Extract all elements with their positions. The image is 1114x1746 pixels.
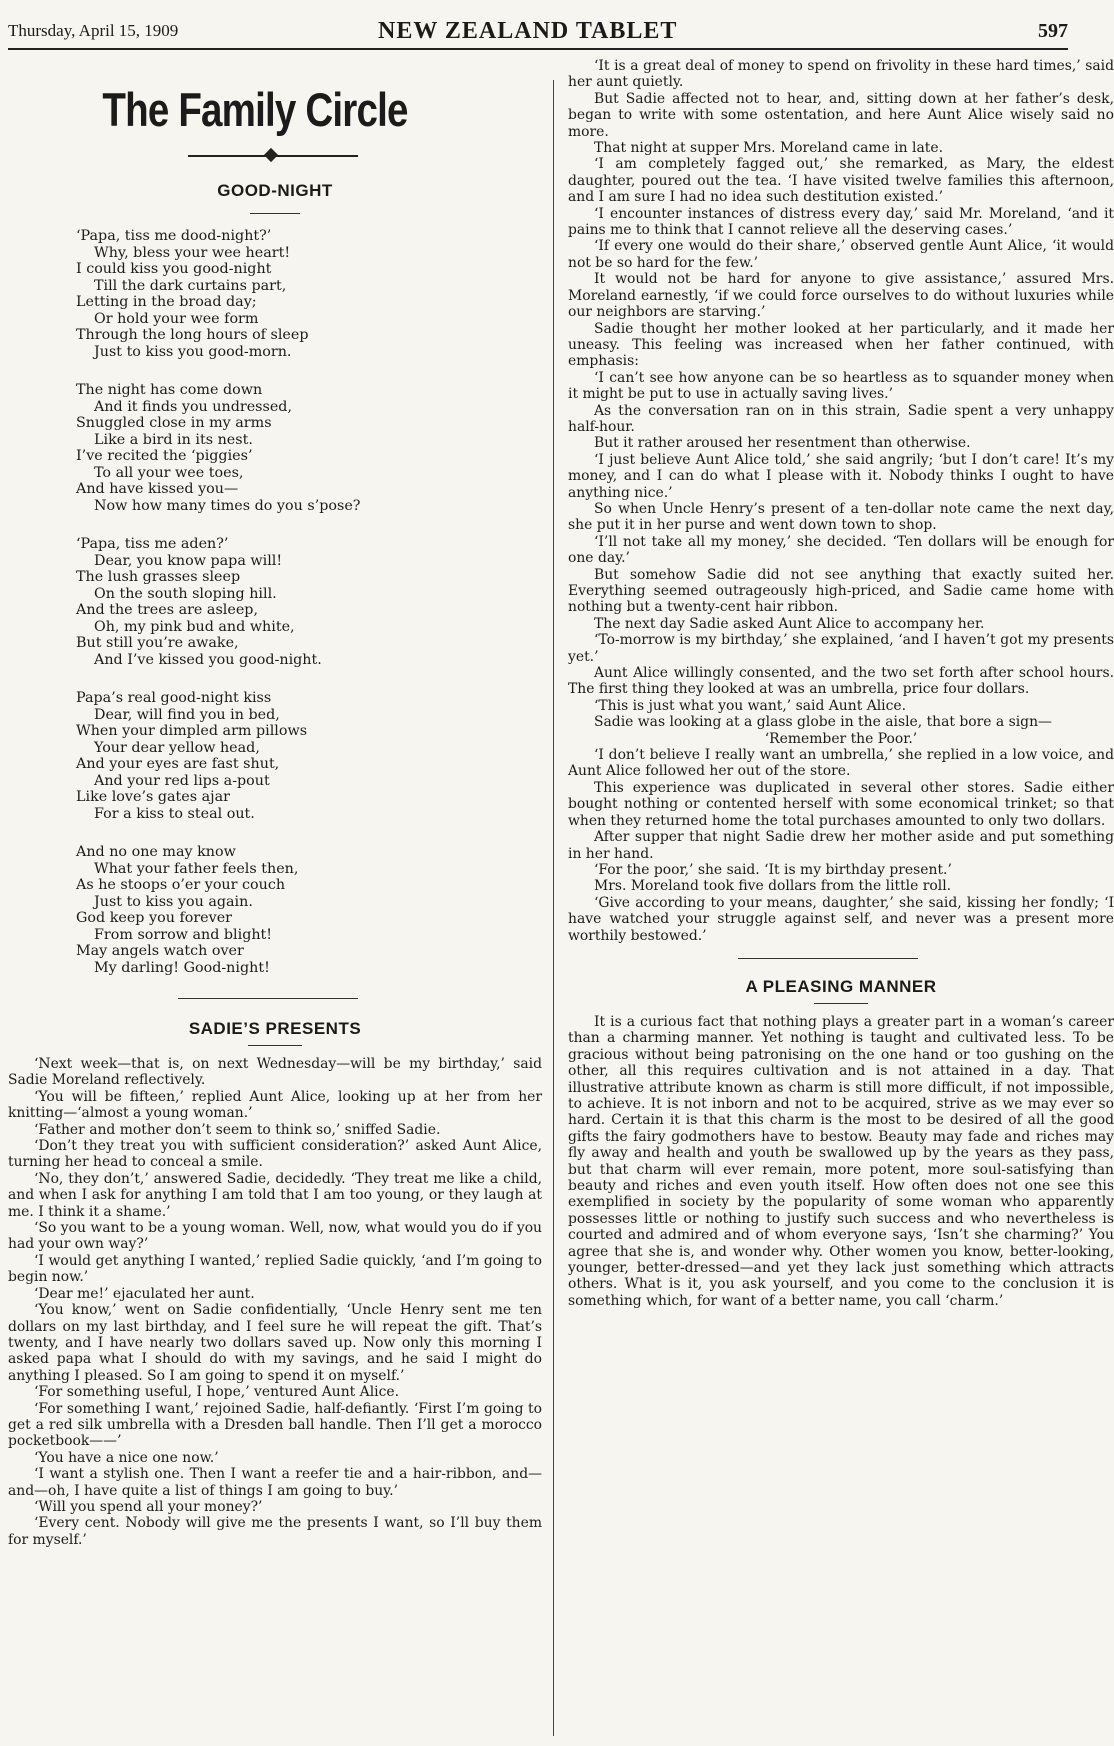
poem-line: May angels watch over bbox=[76, 943, 244, 959]
poem-line: I’ve recited the ‘piggies’ bbox=[76, 448, 253, 464]
paragraph: So when Uncle Henry’s present of a ten-dollar note came the next day, she put it in her purse and went down town to shop. bbox=[568, 500, 1114, 534]
column-divider bbox=[553, 80, 554, 1736]
poem-line: What your father feels then, bbox=[94, 860, 299, 877]
poem-line: Papa’s real good-night kiss bbox=[76, 690, 272, 706]
poem-line: And no one may know bbox=[76, 844, 236, 860]
paragraph: As the conversation ran on in this strain, Sadie spent a very unhappy half-hour. bbox=[568, 402, 1114, 435]
paragraph: That night at supper Mrs. Moreland came in late. bbox=[594, 140, 943, 157]
poem-line: ‘Papa, tiss me aden?’ bbox=[76, 536, 229, 552]
poem-line: Through the long hours of sleep bbox=[76, 327, 309, 343]
paragraph: Aunt Alice willingly consented, and the two set forth after school hours. The first thing they looked at was an umbrella, price four dollars. bbox=[568, 665, 1114, 698]
left-column bbox=[8, 58, 542, 1734]
poem-line: And the trees are asleep, bbox=[76, 602, 258, 618]
issue-date: Thursday, April 15, 1909 bbox=[8, 21, 179, 40]
paragraph: ‘No, they don’t,’ answered Sadie, decidedly. ‘They treat me like a child, and when I ask for anything I am told that I am too young, or they laugh at me. I think it a shame.’ bbox=[8, 1170, 542, 1220]
poem-line: And have kissed you— bbox=[76, 481, 239, 497]
poem-line: Till the dark curtains part, bbox=[94, 277, 287, 294]
poem-line: The night has come down bbox=[76, 382, 263, 398]
poem-stanza bbox=[76, 844, 542, 976]
paragraph: ‘To-morrow is my birthday,’ she explained, ‘and I haven’t got my presents yet.’ bbox=[568, 632, 1114, 665]
poem-stanza bbox=[76, 382, 542, 514]
paragraph: ‘I just believe Aunt Alice told,’ she said angrily; ‘but I don’t care! It’s my money, and I can do what I please with it. Nobody thinks I ought to have anything nice.’ bbox=[568, 451, 1114, 501]
paragraph: ‘I’ll not take all my money,’ she decided. ‘Ten dollars will be enough for one day.’ bbox=[568, 533, 1114, 567]
poem-line: Or hold your wee form bbox=[94, 310, 259, 327]
paragraph: ‘Give according to your means, daughter,’ she said, kissing her fondly; ‘I have watched your struggle against self, and never was a present more worthily bestowed.’ bbox=[568, 894, 1114, 944]
story-text-left bbox=[8, 1056, 542, 1548]
poem-line: Just to kiss you good-morn. bbox=[94, 343, 292, 360]
paragraph: It is a curious fact that nothing plays a greater part in a woman’s career than a charming manner. Yet nothing is taught and cultivated less. To be gracious without being patronising on the one hand or too gushing on the other, all this requires cultivation and is not attained in a day. That illustrative attribute known as charm is still more difficult, if not impossible, to achieve. It is not inborn and not to be acquired, strive as we may ever so hard. Certain it is that this charm is the most to be desired of all the good gifts the fairy godmothers have to bestow. Beauty may fade and riches may fly away and health and youth be swallowed up by the years as they pass, but that charm will ever remain, more potent, more soul-satisfying than beauty and riches and even youth itself. How often does not one see this exemplified in society by the popularity of some woman who apparently possesses little or nothing to justify such success and who nevertheless is courted and admired and of whom everyone says, ‘Isn’t she charming?’ You agree that she is, and wonder why. Other women you know, better-looking, younger, better-dressed—and yet they lack just something which attracts others. What is it, you ask yourself, and you come to the conclusion it is something which, for want of a better name, you call ‘charm.’ bbox=[568, 1013, 1114, 1309]
divider bbox=[250, 213, 300, 214]
paragraph: This experience was duplicated in several other stores. Sadie either bought nothing or contented herself with some economical trinket; so that when they returned home the total purchases amounted to only two dollars. bbox=[568, 779, 1114, 829]
article-text bbox=[568, 1014, 1114, 1309]
page-header bbox=[8, 18, 1068, 50]
poem-line: And it finds you undressed, bbox=[94, 398, 292, 415]
paragraph: ‘For the poor,’ she said. ‘It is my birthday present.’ bbox=[594, 861, 952, 878]
poem-line: Just to kiss you again. bbox=[94, 893, 253, 910]
paragraph: Mrs. Moreland took five dollars from the little roll. bbox=[594, 878, 952, 895]
paragraph: ‘For something I want,’ rejoined Sadie, half-defiantly. ‘First I’m going to get a red silk umbrella with a Dresden ball handle. Then I’ll get a morocco pocketbook——’ bbox=[8, 1400, 542, 1450]
paragraph: ‘For something useful, I hope,’ ventured Aunt Alice. bbox=[34, 1384, 400, 1401]
section-title: The Family Circle bbox=[102, 83, 408, 136]
paragraph: The next day Sadie asked Aunt Alice to accompany her. bbox=[594, 615, 985, 632]
paragraph: ‘I don’t believe I really want an umbrella,’ she replied in a low voice, and Aunt Alice followed her out of the store. bbox=[568, 747, 1114, 780]
paragraph: It would not be hard for anyone to give assistance,’ assured Mrs. Moreland earnestly, ‘if we could force ourselves to do without luxuries while our neighbors are starving.’ bbox=[568, 271, 1114, 321]
divider bbox=[814, 1003, 868, 1004]
paragraph: ‘You have a nice one now.’ bbox=[34, 1449, 219, 1466]
paragraph: But it rather aroused her resentment than otherwise. bbox=[594, 435, 971, 452]
paragraph: ‘Don’t they treat you with sufficient consideration?’ asked Aunt Alice, turning her head to conceal a smile. bbox=[8, 1138, 542, 1171]
poem-line: Letting in the broad day; bbox=[76, 294, 257, 310]
poem-line: Like love’s gates ajar bbox=[76, 789, 230, 805]
poem-title: GOOD-NIGHT bbox=[217, 181, 333, 200]
poem-line: When your dimpled arm pillows bbox=[76, 723, 308, 739]
divider bbox=[248, 1045, 302, 1046]
paragraph: ‘You know,’ went on Sadie confidentially, ‘Uncle Henry sent me ten dollars on my last birthday, and I feel sure he will repeat the gift. That’s twenty, and I have nearly two dollars saved up. Now only this morning I asked papa what I should do with my savings, and he said I might do anything I pleased. So I am going to spend it on myself.’ bbox=[8, 1302, 542, 1384]
newspaper-name: NEW ZEALAND TABLET bbox=[378, 18, 678, 44]
paragraph: ‘If every one would do their share,’ observed gentle Aunt Alice, ‘it would not be so hard for the few.’ bbox=[568, 238, 1114, 271]
poem-line: Your dear yellow head, bbox=[94, 739, 260, 756]
diamond-icon bbox=[264, 148, 278, 162]
poem-line: My darling! Good-night! bbox=[94, 959, 270, 976]
divider bbox=[178, 998, 358, 999]
poem-line: On the south sloping hill. bbox=[94, 585, 277, 602]
poem-line: To all your wee toes, bbox=[94, 464, 244, 481]
article-title: A PLEASING MANNER bbox=[745, 976, 937, 996]
poem-line: God keep you forever bbox=[76, 910, 233, 926]
poem-line: As he stoops o’er your couch bbox=[76, 877, 286, 893]
paragraph: ‘I can’t see how anyone can be so heartless as to squander money when it might be put to use in actually saving lives.’ bbox=[568, 369, 1114, 403]
paragraph: ‘Dear me!’ ejaculated her aunt. bbox=[34, 1285, 255, 1302]
paragraph: ‘This is just what you want,’ said Aunt Alice. bbox=[594, 697, 907, 714]
poem-stanza bbox=[76, 228, 542, 360]
paragraph: Sadie thought her mother looked at her particularly, and it made her uneasy. This feeling was increased when her father continued, with emphasis: bbox=[568, 320, 1114, 370]
paragraph: Sadie was looking at a glass globe in the aisle, that bore a sign— bbox=[594, 714, 1052, 731]
poem-line: For a kiss to steal out. bbox=[94, 805, 255, 822]
poem-line: And I’ve kissed you good-night. bbox=[94, 651, 322, 668]
right-column bbox=[568, 58, 1114, 1734]
poem-line: Snuggled close in my arms bbox=[76, 415, 272, 431]
divider bbox=[738, 958, 918, 959]
poem-line: The lush grasses sleep bbox=[76, 569, 241, 585]
title-ornament bbox=[188, 149, 358, 163]
paragraph: ‘Every cent. Nobody will give me the presents I want, so I’ll buy them for myself.’ bbox=[8, 1515, 542, 1548]
poem-line: Dear, will find you in bed, bbox=[94, 706, 280, 723]
paragraph: ‘Remember the Poor.’ bbox=[764, 730, 918, 747]
paragraph: ‘I am completely fagged out,’ she remarked, as Mary, the eldest daughter, poured out the tea. ‘I have visited twelve families this afternoon, and I am sure I had no idea such destitution existed.’ bbox=[568, 156, 1114, 206]
poem-stanza bbox=[76, 536, 542, 668]
poem-stanza bbox=[76, 690, 542, 822]
poem-line: Dear, you know papa will! bbox=[94, 552, 283, 569]
paragraph: ‘Father and mother don’t seem to think so,’ sniffed Sadie. bbox=[34, 1121, 441, 1138]
poem-line: Oh, my pink bud and white, bbox=[94, 618, 295, 635]
poem-line: Why, bless your wee heart! bbox=[94, 244, 291, 261]
poem-line: Like a bird in its nest. bbox=[94, 431, 253, 448]
poem-line: But still you’re awake, bbox=[76, 635, 239, 651]
poem-goodnight bbox=[76, 228, 542, 976]
paragraph: ‘Next week—that is, on next Wednesday—will be my birthday,’ said Sadie Moreland reflectively. bbox=[8, 1056, 542, 1089]
paragraph: But Sadie affected not to hear, and, sitting down at her father’s desk, began to write with some ostentation, and here Aunt Alice wisely said no more. bbox=[568, 90, 1114, 140]
poem-line: ‘Papa, tiss me dood-night?’ bbox=[76, 228, 272, 244]
poem-line: And your red lips a-pout bbox=[94, 772, 270, 789]
paragraph: After supper that night Sadie drew her mother aside and put something in her hand. bbox=[568, 829, 1114, 862]
poem-line: Now how many times do you s’pose? bbox=[94, 497, 361, 514]
story-text-right bbox=[568, 58, 1114, 944]
paragraph: But somehow Sadie did not see anything that exactly suited her. Everything seemed outrageously high-priced, and Sadie came home with nothing but a twenty-cent hair ribbon. bbox=[568, 566, 1114, 616]
paragraph: ‘Will you spend all your money?’ bbox=[34, 1498, 263, 1515]
paragraph: ‘I would get anything I wanted,’ replied Sadie quickly, ‘and I’m going to begin now.’ bbox=[8, 1252, 542, 1286]
paragraph: ‘I want a stylish one. Then I want a reefer tie and a hair-ribbon, and—and—oh, I have quite a list of things I am going to buy.’ bbox=[8, 1466, 542, 1499]
story-title: SADIE’S PRESENTS bbox=[188, 1019, 362, 1038]
page-number: 597 bbox=[1038, 20, 1068, 42]
paragraph: ‘It is a great deal of money to spend on frivolity in these hard times,’ said her aunt quietly. bbox=[568, 58, 1114, 91]
paragraph: ‘I encounter instances of distress every day,’ said Mr. Moreland, ‘and it pains me to think that I cannot relieve all the deserving cases.’ bbox=[568, 205, 1114, 239]
paragraph: ‘You will be fifteen,’ replied Aunt Alice, looking up at her from her knitting—‘almost a young woman.’ bbox=[8, 1088, 542, 1122]
poem-line: From sorrow and blight! bbox=[94, 926, 273, 943]
paragraph: ‘So you want to be a young woman. Well, now, what would you do if you had your own way?’ bbox=[8, 1220, 542, 1253]
poem-line: I could kiss you good-night bbox=[76, 261, 272, 277]
poem-line: And your eyes are fast shut, bbox=[76, 756, 280, 772]
